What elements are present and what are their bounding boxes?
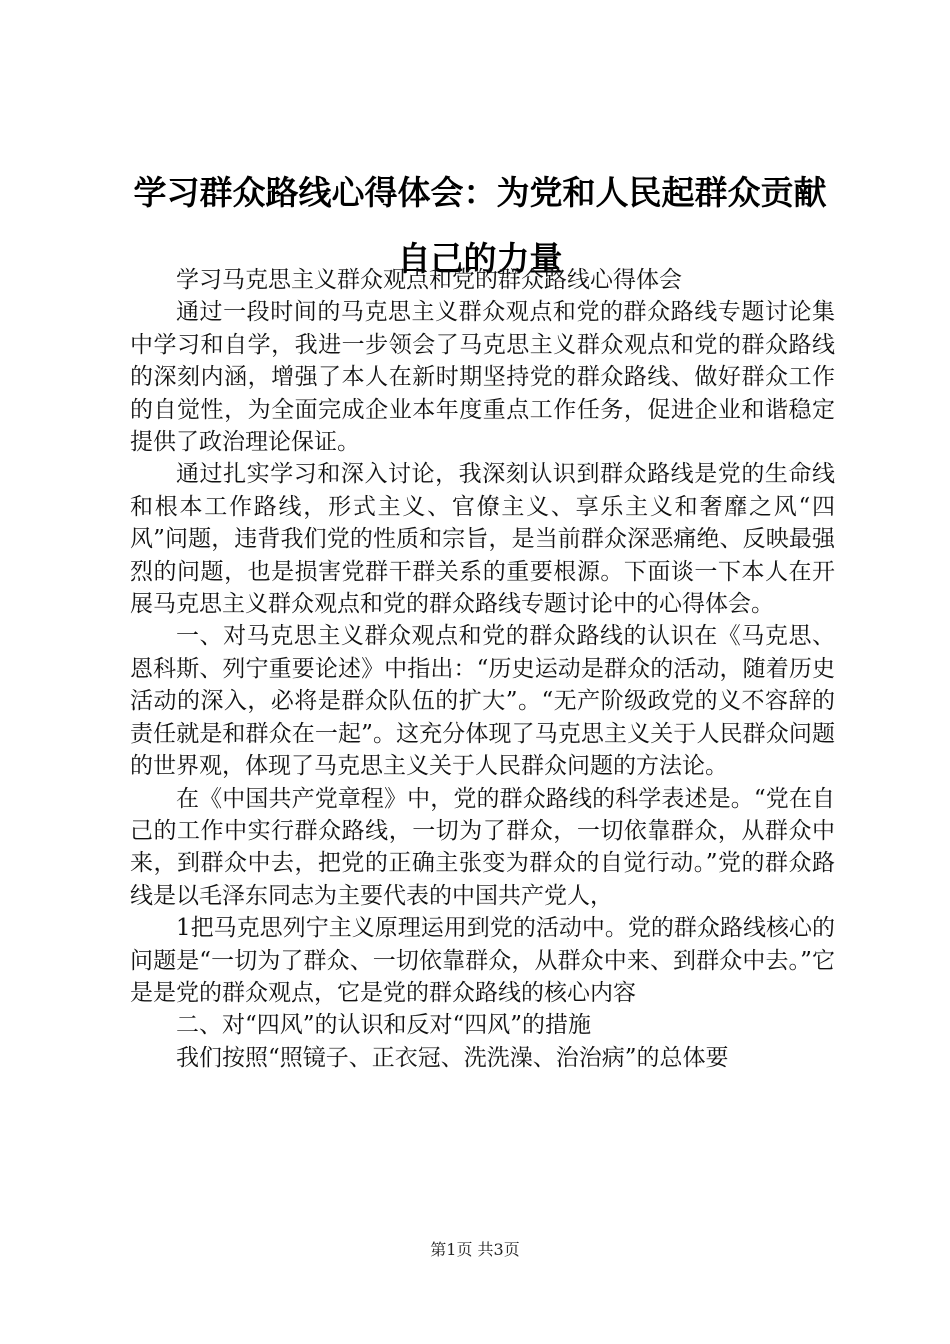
paragraph: 通过扎实学习和深入讨论，我深刻认识到群众路线是党的生命线和根本工作路线，形式主义、官僚主义、享乐主义和奢靡之风“四风”问题，违背我们党的性质和宗旨，是当前群众深恶痛绝、反映最强烈的问题，也是损害党群干群关系的重要根源。下面谈一下本人在开展马克思主义群众观点和党的群众路线专题讨论中的心得体会。 [130,461,835,618]
section-heading: 二、对“四风”的认识和反对“四风”的措施 [176,1012,592,1039]
paragraph: 一、对马克思主义群众观点和党的群众路线的认识在《马克思、恩科斯、列宁重要论述》中指出：“历史运动是群众的活动，随着历史活动的深入，必将是群众队伍的扩大”。“无产阶级政党的义不容辞的责任就是和群众在一起”。这充分体现了马克思主义关于人民群众问题的世界观，体现了马克思主义关于人民群众问题的方法论。 [130,623,835,780]
paragraph: 1把马克思列宁主义原理运用到党的活动中。党的群众路线核心的问题是“一切为了群众、一切依靠群众，从群众中来、到群众中去。”它是是党的群众观点，它是党的群众路线的核心内容 [130,915,835,1006]
page-footer: 第1页 共3页 [430,1240,520,1259]
paragraph: 通过一段时间的马克思主义群众观点和党的群众路线专题讨论集中学习和自学，我进一步领会了马克思主义群众观点和党的群众路线的深刻内涵，增强了本人在新时期坚持党的群众路线、做好群众工作的自觉性，为全面完成企业本年度重点工作任务，促进企业和谐稳定提供了政治理论保证。 [130,299,835,456]
document-body [130,264,835,1074]
paragraph: 我们按照“照镜子、正衣冠、洗洗澡、治治病”的总体要 [176,1044,729,1071]
paragraph: 在《中国共产党章程》中，党的群众路线的科学表述是。“党在自己的工作中实行群众路线，一切为了群众，一切依靠群众，从群众中来，到群众中去，把党的正确主张变为群众的自觉行动。”党的群众路线是以毛泽东同志为主要代表的中国共产党人， [130,785,835,909]
document-title: 学习群众路线心得体会：为党和人民起群众贡献自己的力量 [133,173,827,278]
paragraph-subtitle: 学习马克思主义群众观点和党的群众路线心得体会 [176,267,682,293]
